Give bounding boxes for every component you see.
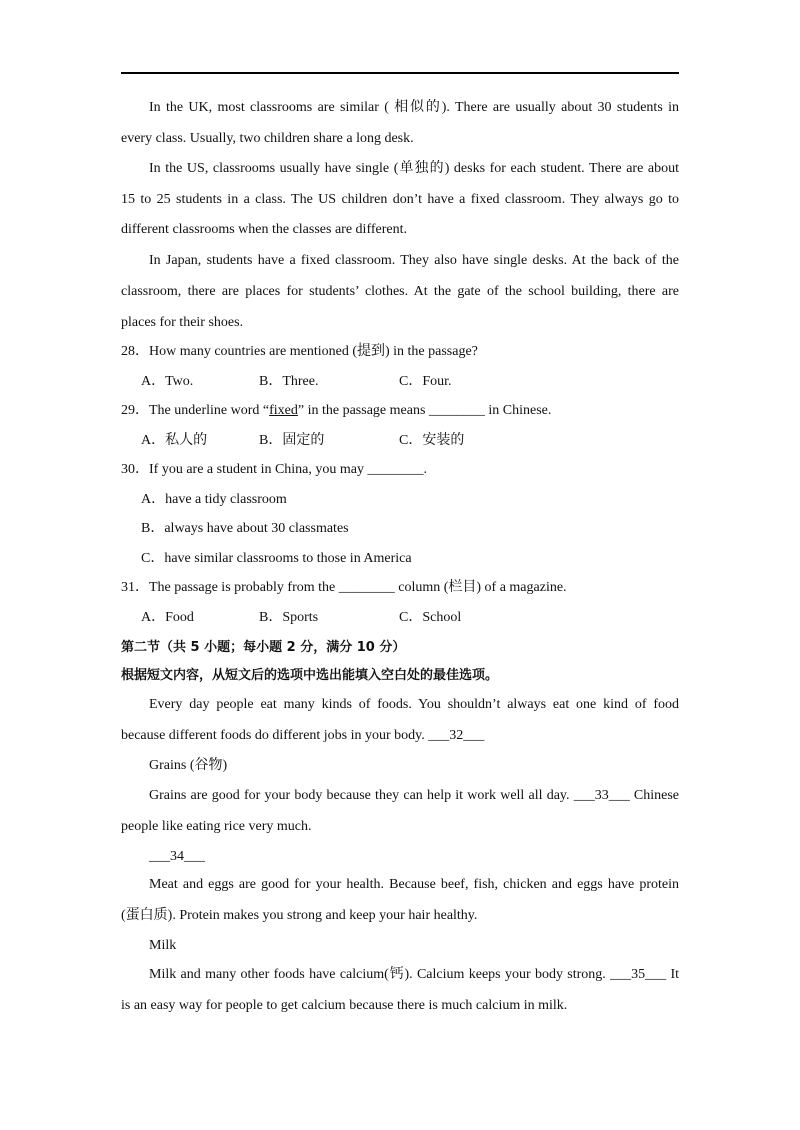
passage2-grains-line-2: people like eating rice very much. [121,819,312,834]
q31-option-a: A．Food [141,610,194,625]
passage2-intro-line-2: because different foods do different jobs in your body. ___32___ [121,728,485,743]
passage2-heading-milk: Milk [149,938,177,953]
paragraph-us-line-3: different classrooms when the classes are different. [121,222,407,237]
question-28: 28．How many countries are mentioned (提到) in the passage? [121,344,478,359]
q30-option-c: C．have similar classrooms to those in America [141,551,412,566]
q30-option-a: A．have a tidy classroom [141,492,287,507]
passage2-grains-line-1: Grains are good for your body because they can help it work well all day. ___33___ Chinese [149,788,679,803]
passage2-intro-line-1: Every day people eat many kinds of foods. You shouldn’t always eat one kind of food [149,697,679,712]
passage2-milk-line-1: Milk and many other foods have calcium(钙). Calcium keeps your body strong. ___35___ It [149,967,679,982]
q29-option-c: C．安装的 [399,433,465,448]
header-rule [121,72,679,74]
section-instruction: 根据短文内容，从短文后的选项中选出能填入空白处的最佳选项。 [121,668,499,683]
paragraph-uk-line-1: In the UK, most classrooms are similar ( 相似的). There are usually about 30 students in [149,100,679,115]
passage2-meat-line-1: Meat and eggs are good for your health. Because beef, fish, chicken and eggs have protein [149,877,679,892]
q28-option-c: C．Four. [399,374,452,389]
q29-option-b: B．固定的 [259,433,325,448]
question-29 [121,402,679,420]
q28-option-b: B．Three. [259,374,319,389]
paragraph-uk-line-2: every class. Usually, two children share a long desk. [121,131,414,146]
passage2-heading-grains: Grains (谷物) [149,758,228,773]
q28-option-a: A．Two. [141,374,194,389]
paragraph-japan-line-1: In Japan, students have a fixed classroom. They also have single desks. At the back of the [149,253,679,268]
paragraph-japan-line-2: classroom, there are places for students’ clothes. At the gate of the school building, there are [121,284,679,299]
q31-option-b: B．Sports [259,610,319,625]
q31-option-c: C．School [399,610,462,625]
q29-stem-pre: 29．The underline word “ [121,403,270,418]
paragraph-us-line-1: In the US, classrooms usually have single (单独的) desks for each student. There are about [149,161,679,176]
q29-underlined-word: fixed [269,403,298,418]
passage2-meat-line-2: (蛋白质). Protein makes you strong and keep your hair healthy. [121,908,478,923]
question-31: 31．The passage is probably from the ________ column (栏目) of a magazine. [121,580,567,595]
q29-stem-post: ” in the passage means ________ in Chinese. [297,403,552,418]
paragraph-us-line-2: 15 to 25 students in a class. The US children don’t have a fixed classroom. They always go to [121,192,679,207]
q30-option-b: B．always have about 30 classmates [141,521,349,536]
passage2-milk-line-2: is an easy way for people to get calcium because there is much calcium in milk. [121,998,568,1013]
passage2-heading-blank-34: ___34___ [149,849,205,864]
q29-option-a: A．私人的 [141,433,208,448]
section-heading: 第二节（共 5 小题；每小题 2 分，满分 10 分） [121,640,406,655]
question-30: 30．If you are a student in China, you may ________. [121,462,428,477]
paragraph-japan-line-3: places for their shoes. [121,315,244,330]
